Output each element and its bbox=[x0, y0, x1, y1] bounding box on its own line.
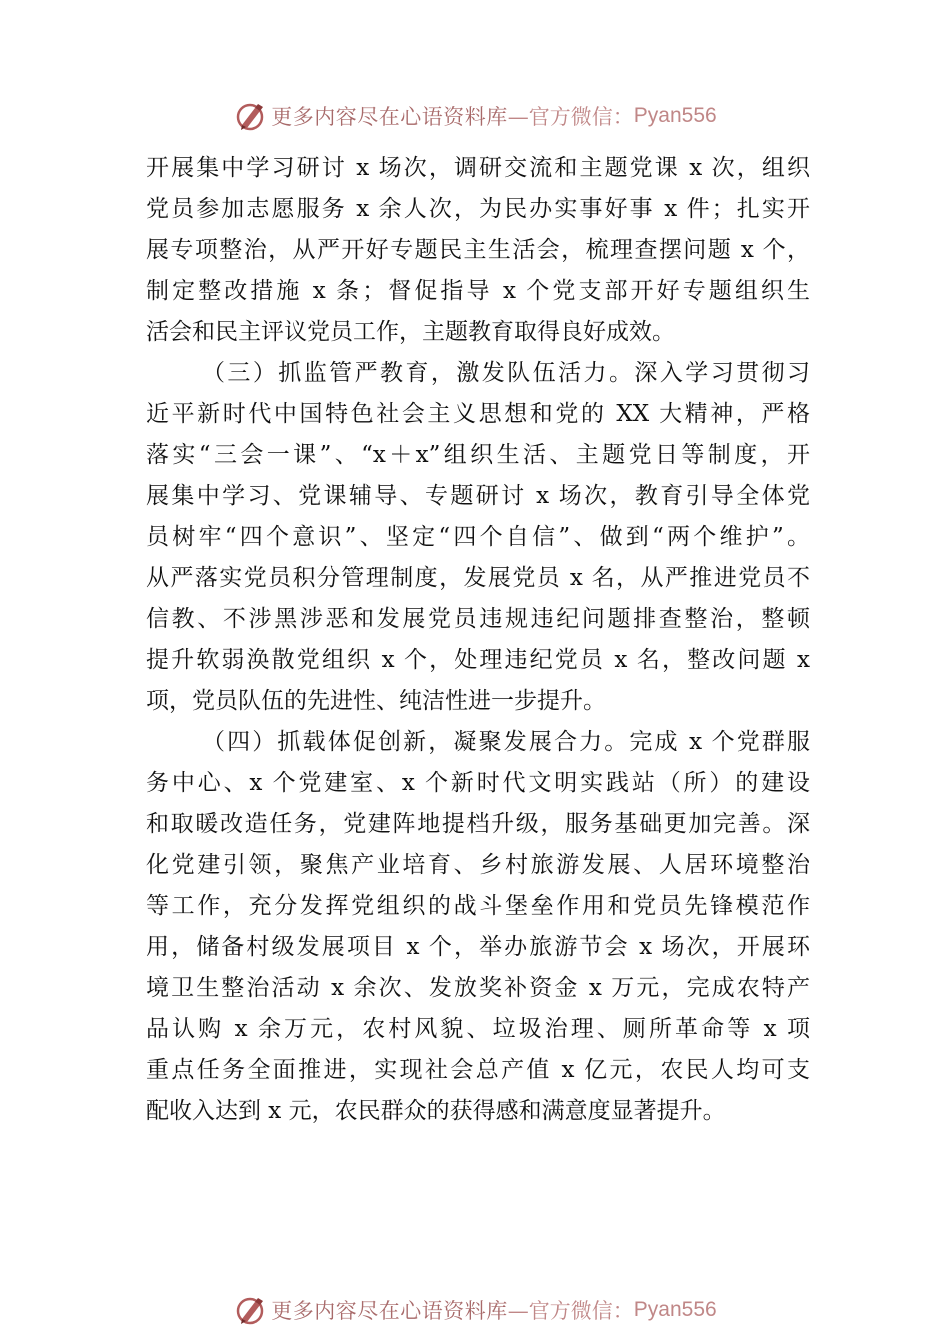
text-line: 配收入达到 x 元，农民群众的获得感和满意度显著提升。 bbox=[146, 1098, 726, 1124]
text-line: 项，党员队伍的先进性、纯洁性进一步提升。 bbox=[146, 688, 606, 714]
text-line: 开展集中学习研讨 x 场次，调研交流和主题党课 x 次，组织 bbox=[146, 155, 810, 181]
watermark-site-name: 更多内容尽在心语资料库 bbox=[271, 1299, 508, 1323]
header-watermark bbox=[0, 96, 950, 136]
footer-watermark bbox=[0, 1290, 950, 1330]
text-line: 信教、不涉黑涉恶和发展党员违规违纪问题排查整治，整顿 bbox=[146, 606, 810, 632]
text-line: 化党建引领，聚焦产业培育、乡村旅游发展、人居环境整治 bbox=[146, 852, 810, 878]
pen-circle-logo-icon bbox=[233, 99, 267, 133]
text-line: 活会和民主评议党员工作，主题教育取得良好成效。 bbox=[146, 319, 675, 345]
text-line: 党员参加志愿服务 x 余人次，为民办实事好事 x 件；扎实开 bbox=[146, 196, 810, 222]
text-line: 重点任务全面推进，实现社会总产值 x 亿元，农民人均可支 bbox=[146, 1057, 810, 1083]
text-line: （四）抓载体促创新，凝聚发展合力。完成 x 个党群服 bbox=[202, 729, 810, 755]
watermark-site-name: 更多内容尽在心语资料库 bbox=[271, 105, 508, 129]
text-line: 落实“三会一课”、“x＋x”组织生活、主题党日等制度，开 bbox=[146, 442, 810, 468]
watermark-wechat-label: —官方微信： bbox=[507, 1299, 634, 1323]
text-line: 境卫生整治活动 x 余次、发放奖补资金 x 万元，完成农特产 bbox=[146, 975, 810, 1001]
pen-circle-logo-icon bbox=[233, 1293, 267, 1327]
text-line: 提升软弱涣散党组织 x 个，处理违纪党员 x 名，整改问题 x bbox=[146, 647, 810, 673]
text-line: （三）抓监管严教育，激发队伍活力。深入学习贯彻习 bbox=[202, 360, 810, 386]
watermark-wechat-id: Pyan556 bbox=[633, 1298, 717, 1321]
watermark-wechat-id: Pyan556 bbox=[633, 104, 717, 127]
paragraph-section-three bbox=[146, 353, 810, 722]
text-line: 用，储备村级发展项目 x 个，举办旅游节会 x 场次，开展环 bbox=[146, 934, 810, 960]
text-line: 和取暖改造任务，党建阵地提档升级，服务基础更加完善。深 bbox=[146, 811, 810, 837]
text-line: 品认购 x 余万元，农村风貌、垃圾治理、厕所革命等 x 项 bbox=[146, 1016, 810, 1042]
text-line: 展专项整治，从严开好专题民主生活会，梳理查摆问题 x 个， bbox=[146, 237, 810, 263]
document-body bbox=[146, 148, 810, 1132]
text-line: 近平新时代中国特色社会主义思想和党的 XX 大精神，严格 bbox=[146, 401, 810, 427]
text-line: 务中心、x 个党建室、x 个新时代文明实践站（所）的建设 bbox=[146, 770, 810, 796]
text-line: 员树牢“四个意识”、坚定“四个自信”、做到“两个维护”。 bbox=[146, 524, 810, 550]
paragraph-section-four bbox=[146, 722, 810, 1132]
text-line: 等工作，充分发挥党组织的战斗堡垒作用和党员先锋模范作 bbox=[146, 893, 810, 919]
text-line: 展集中学习、党课辅导、专题研讨 x 场次，教育引导全体党 bbox=[146, 483, 810, 509]
text-line: 制定整改措施 x 条；督促指导 x 个党支部开好专题组织生 bbox=[146, 278, 810, 304]
paragraph-continued bbox=[146, 148, 810, 353]
watermark-wechat-label: —官方微信： bbox=[507, 105, 634, 129]
text-line: 从严落实党员积分管理制度，发展党员 x 名，从严推进党员不 bbox=[146, 565, 810, 591]
